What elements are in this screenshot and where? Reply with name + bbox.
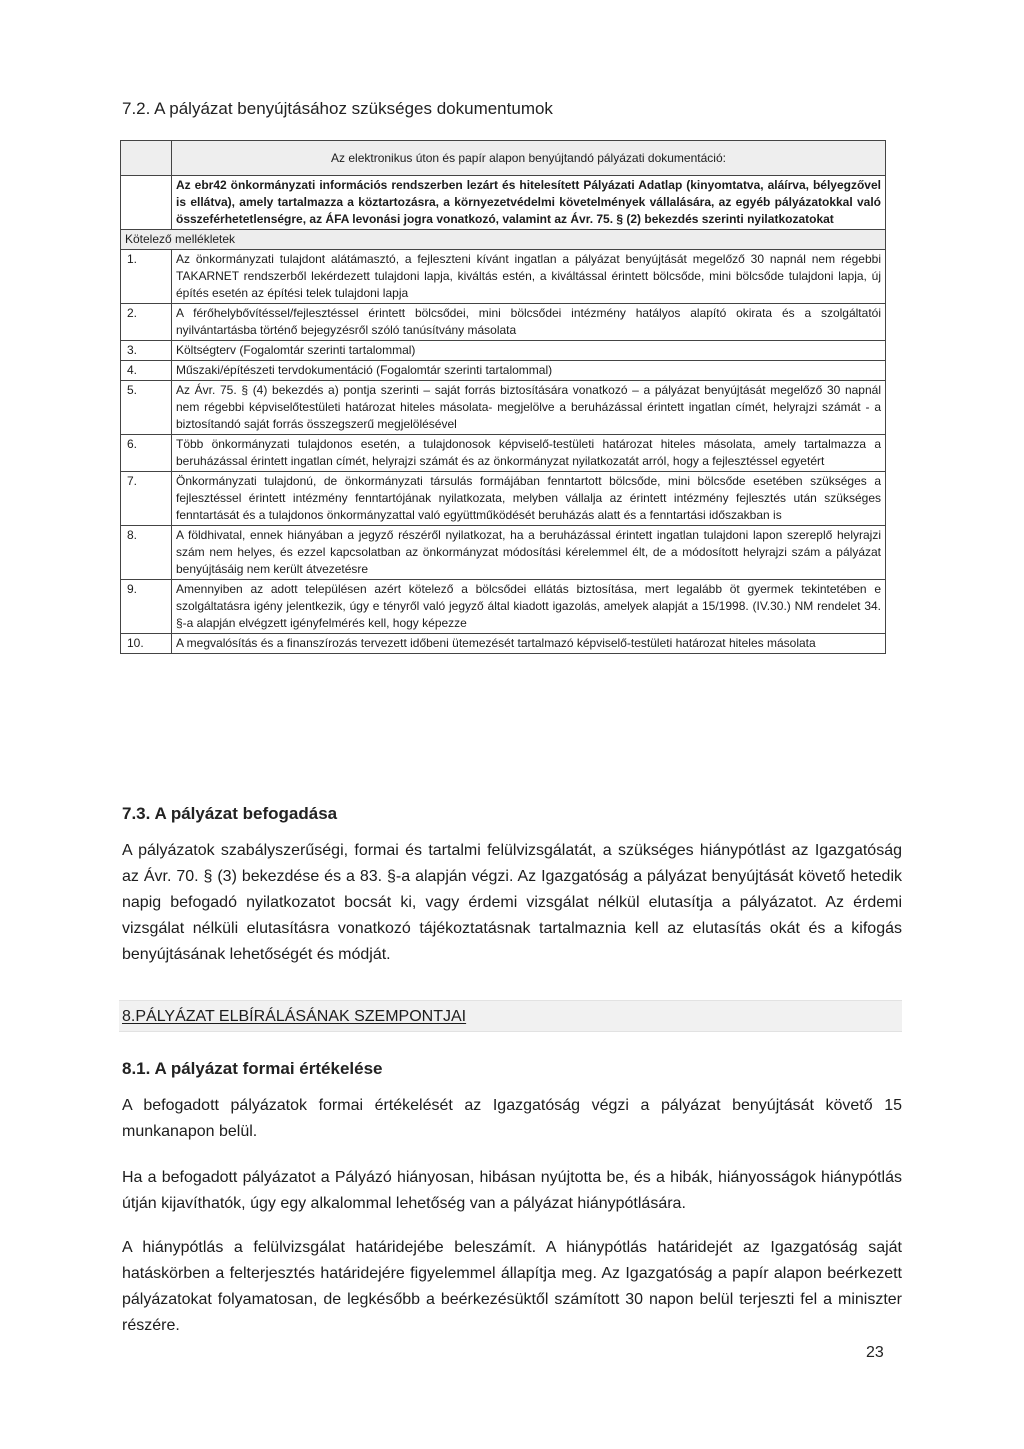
attachment-row bbox=[121, 472, 886, 526]
section-heading-8: 8.PÁLYÁZAT ELBÍRÁLÁSÁNAK SZEMPONTJAI bbox=[122, 1008, 467, 1025]
attachment-text: Amennyiben az adott településen azért kötelező a bölcsődei ellátás biztosítása, mert legalább öt gyermek tekintetében e szolgáltatásra igény jelentkezik, úgy e tényről való jegyző által kiadott igazolás, amelyek alapját a 15/1998. (IV.30.) NM rendelet 34. §-a alapján elvégzett igényfelmérés kell, hogy képezze bbox=[172, 580, 886, 634]
attachment-row bbox=[121, 361, 886, 381]
ebr42-row bbox=[121, 176, 886, 230]
section-heading-7-3: 7.3. A pályázat befogadása bbox=[122, 804, 338, 823]
section-8-banner bbox=[119, 1000, 902, 1032]
table-header-spacer bbox=[121, 141, 172, 176]
attachment-number: 9. bbox=[121, 580, 172, 634]
attachment-text: A megvalósítás és a finanszírozás tervezett időbeni ütemezését tartalmazó képviselő-testületi határozat hiteles másolata bbox=[172, 634, 886, 654]
section-8-1-paragraph-2: Ha a befogadott pályázatot a Pályázó hiányosan, hibásan nyújtotta be, és a hibák, hiányosságok hiánypótlás útján kijavíthatók, úgy egy alkalommal lehetőség van a pályázat hiánypótlására. bbox=[122, 1169, 902, 1212]
attachment-number: 1. bbox=[121, 250, 172, 304]
attachment-row bbox=[121, 634, 886, 654]
attachment-row bbox=[121, 304, 886, 341]
attachment-row bbox=[121, 381, 886, 435]
attachment-number: 4. bbox=[121, 361, 172, 381]
ebr42-spacer bbox=[121, 176, 172, 230]
ebr42-text: Az ebr42 önkormányzati információs rendszerben lezárt és hitelesített Pályázati Adatlap (kinyomtatva, aláírva, bélyegzővel is ellátva), amely tartalmazza a köztartozásra, a környezetvédelmi követelmények vállalására, az egyéb pályázatokkal való összeférhetetlenségre, az ÁFA levonási jogra vonatkozó, valamint az Ávr. 75. § (2) bekezdés szerinti nyilatkozatokat bbox=[172, 176, 886, 230]
attachment-number: 5. bbox=[121, 381, 172, 435]
section-heading-8-1: 8.1. A pályázat formai értékelése bbox=[122, 1059, 383, 1078]
attachment-number: 10. bbox=[121, 634, 172, 654]
section-heading-7-2: 7.2. A pályázat benyújtásához szükséges dokumentumok bbox=[122, 99, 553, 118]
attachment-number: 3. bbox=[121, 341, 172, 361]
section-8-1-paragraph-1: A befogadott pályázatok formai értékelését az Igazgatóság végzi a pályázat benyújtását követő 15 munkanapon belül. bbox=[122, 1097, 902, 1140]
attachment-text: A férőhelybővítéssel/fejlesztéssel érintett bölcsődei, mini bölcsődei intézmény hatályos alapító okirata és a szolgáltatói nyilvántartásba történő bejegyzésről szóló tanúsítvány másolata bbox=[172, 304, 886, 341]
attachment-row bbox=[121, 250, 886, 304]
section-7-3-paragraph: A pályázatok szabályszerűségi, formai és tartalmi felülvizsgálatát, a szükséges hiánypótlást az Igazgatóság az Ávr. 70. § (3) bekezdése és a 83. §-a alapján végzi. Az Igazgatóság a pályázat benyújtását követő hetedik napig befogadó nyilatkozatot bocsát ki, vagy érdemi vizsgálat nélkül elutasítja a pályázatot. Az érdemi vizsgálat nélküli elutasításra vonatkozó tájékoztatásnak tartalmaznia kell az elutasítás okát és a kifogás benyújtásának lehetőségét és módját. bbox=[122, 842, 902, 963]
attachment-row bbox=[121, 580, 886, 634]
attachment-row bbox=[121, 435, 886, 472]
page-number: 23 bbox=[866, 1344, 884, 1361]
attachment-text: Költségterv (Fogalomtár szerinti tartalommal) bbox=[172, 341, 886, 361]
attachment-number: 7. bbox=[121, 472, 172, 526]
section-8-1-paragraph-3: A hiánypótlás a felülvizsgálat határidejébe beleszámít. A hiánypótlás határidejét az Igazgatóság saját hatáskörben a felterjesztés határidejére figyelemmel állapítja meg. Az Igazgatóság a papír alapon beérkezett pályázatokat folyamatosan, de legkésőbb a beérkezésüktől számított 30 napon belül terjeszti fel a miniszter részére. bbox=[122, 1239, 902, 1334]
attachment-row bbox=[121, 341, 886, 361]
attachment-number: 8. bbox=[121, 526, 172, 580]
attachment-number: 6. bbox=[121, 435, 172, 472]
attachment-row bbox=[121, 526, 886, 580]
attachment-text: Az önkormányzati tulajdont alátámasztó, a fejleszteni kívánt ingatlan a pályázat benyújtását megelőző 30 napnál nem régebbi TAKARNET rendszerből lekérdezett tulajdoni lapja, kiváltás estén, a kiváltással érintett bölcsőde, mini bölcsőde tulajdoni lapja, új építés esetén az építési telek tulajdoni lapja bbox=[172, 250, 886, 304]
attachment-text: Több önkormányzati tulajdonos esetén, a tulajdonosok képviselő-testületi határozat hiteles másolata, amely tartalmazza a beruházással érintett ingatlan címét, helyrajzi számát és az önkormányzat nyilatkozatát arról, hogy a fejlesztéssel egyetért bbox=[172, 435, 886, 472]
attachment-text: Önkormányzati tulajdonú, de önkormányzati társulás formájában fenntartott bölcsőde, mini bölcsőde esetében szükséges a fejlesztéssel érintett intézmény fenntartójának nyilatkozata, melyben vállalja az érintett intézmény fejlesztés után szükséges fenntartását és a tulajdonos önkormányzattal való együttműködését beruházás alatt és a fenntartási időszakban is bbox=[172, 472, 886, 526]
attachment-text: A földhivatal, ennek hiányában a jegyző részéről nyilatkozat, ha a beruházással érintett ingatlan tulajdoni lapon szereplő helyrajzi szám nem helyes, és ezzel kapcsolatban az önkormányzat módosítási kérelemmel élt, de a módosított helyrajzi szám a pályázat benyújtásáig nem került átvezetésre bbox=[172, 526, 886, 580]
table-header-cell: Az elektronikus úton és papír alapon benyújtandó pályázati dokumentáció: bbox=[172, 141, 886, 176]
attachments-label-row bbox=[121, 230, 886, 250]
attachment-text: Műszaki/építészeti tervdokumentáció (Fogalomtár szerinti tartalommal) bbox=[172, 361, 886, 381]
table-header-row bbox=[121, 141, 886, 176]
attachments-label: Kötelező mellékletek bbox=[121, 230, 886, 250]
attachment-number: 2. bbox=[121, 304, 172, 341]
attachment-text: Az Ávr. 75. § (4) bekezdés a) pontja szerinti – saját forrás biztosítására vonatkozó – a pályázat benyújtását megelőző 30 napnál nem régebbi képviselőtestületi határozat hiteles másolata- megjelölve a beruházással érintett ingatlan címét, helyrajzi számát - a biztosítandó saját forrás összegszerű megjelölésével bbox=[172, 381, 886, 435]
required-documents-table bbox=[120, 140, 886, 654]
